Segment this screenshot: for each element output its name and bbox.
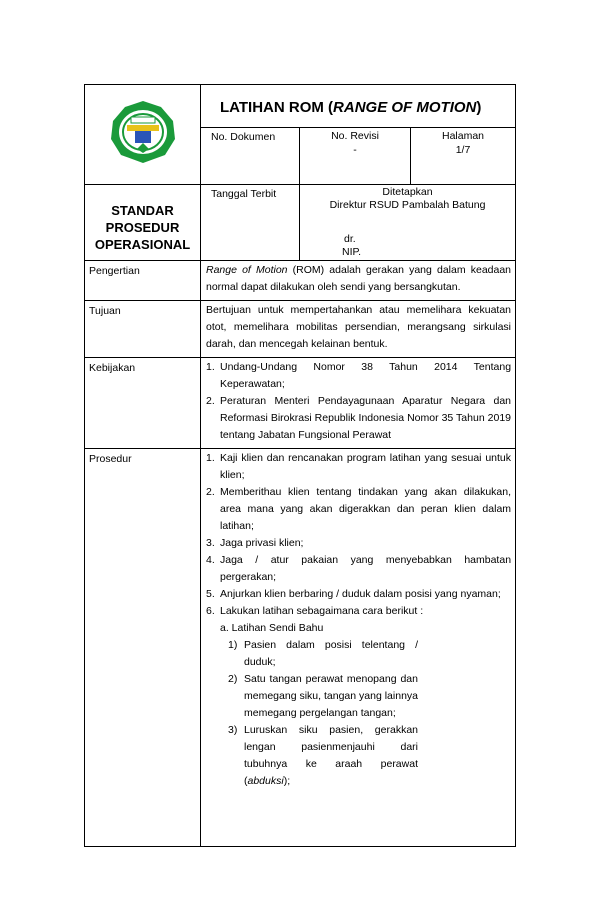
sop-label-cell [85, 185, 201, 261]
sop-document [84, 84, 515, 847]
halaman-label: Halaman [442, 130, 485, 142]
sop-table [84, 84, 516, 847]
list-item: 2. Memberithau klien tentang tindakan yang akan dilakukan, area mana yang akan digerakkan dan peran klien dalam latihan; [206, 486, 512, 532]
pengertian-term: Range of Motion [206, 264, 288, 276]
sop-line-2: PROSEDUR [105, 220, 180, 235]
document-title: LATIHAN ROM (RANGE OF MOTION) [201, 85, 516, 128]
pengertian-content [201, 261, 516, 301]
nip-label: NIP. [342, 246, 362, 258]
tujuan-label: Tujuan [85, 301, 201, 358]
hospital-logo-icon [103, 97, 183, 167]
tujuan-content: Bertujuan untuk mempertahankan atau memelihara kekuatan otot, memelihara mobilitas persendian, merangsang sirkulasi darah, dan mencegah kelainan bentuk. [201, 301, 516, 358]
list-item: 6. Lakukan latihan sebagaimana cara berikut : [206, 605, 424, 617]
ditetapkan-cell [300, 185, 516, 261]
prosedur-label: Prosedur [85, 449, 201, 847]
halaman-value: 1/7 [455, 144, 471, 156]
tanggal-terbit-cell [201, 185, 300, 261]
no-revisi-value: - [353, 144, 357, 156]
kebijakan-content [201, 358, 516, 449]
list-item: 1. Undang-Undang Nomor 38 Tahun 2014 Tentang Keperawatan; [206, 361, 512, 390]
halaman-cell [411, 128, 516, 185]
kebijakan-label: Kebijakan [85, 358, 201, 449]
list-item: 1) Pasien dalam posisi telentang / duduk; [228, 639, 418, 668]
tanggal-terbit-label: Tanggal Terbit [211, 188, 277, 200]
dr-label: dr. [344, 233, 356, 245]
sop-line-1: STANDAR [111, 203, 174, 218]
list-item: 3) Luruskan siku pasien, gerakkan lengan pasienmenjauhi dari tubuhnya ke araah perawat (abduksi); [228, 724, 418, 787]
no-revisi-cell [300, 128, 411, 185]
list-item: 4. Jaga / atur pakaian yang menyebabkan hambatan pergerakan; [206, 554, 512, 583]
list-item: 3. Jaga privasi klien; [206, 537, 304, 549]
direktur-label: Direktur RSUD Pambalah Batung [329, 199, 486, 211]
no-revisi-label: No. Revisi [331, 130, 379, 142]
list-item: 5. Anjurkan klien berbaring / duduk dalam posisi yang nyaman; [206, 588, 501, 600]
ditetapkan-label: Ditetapkan [382, 186, 433, 198]
logo-cell [85, 85, 201, 185]
prosedur-content [201, 449, 516, 847]
sop-line-3: OPERASIONAL [94, 237, 191, 252]
sub-heading-sendi-bahu: a. Latihan Sendi Bahu [220, 622, 324, 634]
list-item: 2) Satu tangan perawat menopang dan memegang siku, tangan yang lainnya memegang pergelangan tangan; [228, 673, 418, 719]
pengertian-text: (ROM) adalah gerakan yang dalam keadaan normal dapat dilakukan oleh sendi yang bersangkutan. [206, 264, 512, 293]
list-item: 2. Peraturan Menteri Pendayagunaan Aparatur Negara dan Reformasi Birokrasi Republik Indonesia Nomor 35 Tahun 2019 tentang Jabatan Fungsional Perawat [206, 395, 512, 441]
sub-list [206, 637, 418, 790]
list-item: 1. Kaji klien dan rencanakan program latihan yang sesuai untuk klien; [206, 452, 512, 481]
no-dokumen-cell [201, 128, 300, 185]
no-dokumen-label: No. Dokumen [211, 131, 276, 143]
pengertian-label: Pengertian [85, 261, 201, 301]
